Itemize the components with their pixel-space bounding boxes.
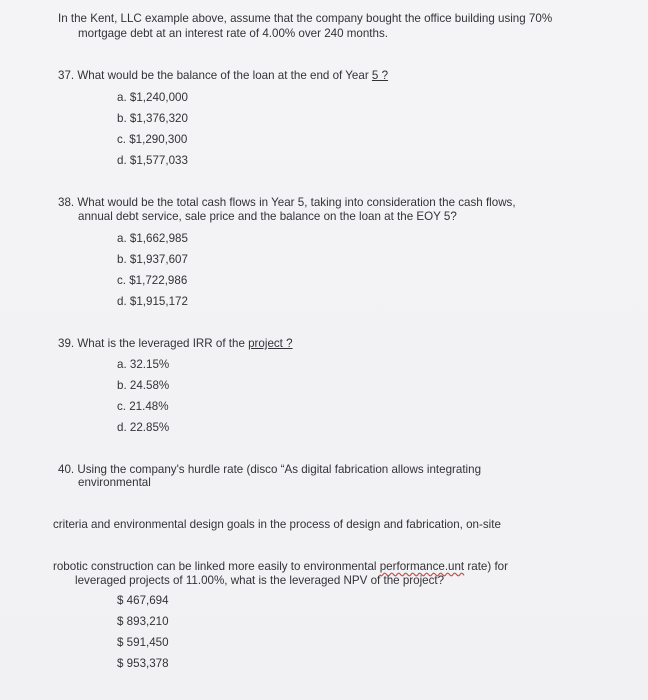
question-37: [58, 69, 388, 83]
q38-option-b: b. $1,937,607: [117, 253, 188, 266]
intro-line-2: mortgage debt at an interest rate of 4.00% over 240 months.: [78, 27, 388, 40]
q38-option-c: c. $1,722,986: [117, 274, 188, 287]
q39-option-c: c. 21.48%: [117, 400, 169, 413]
question-38-line-1: 38. What would be the total cash flows in Year 5, taking into consideration the cash flows,: [58, 196, 516, 209]
question-40-line-last: leveraged projects of 11.00%, what is the leveraged NPV of the project?: [75, 574, 445, 587]
q37-option-a: a. $1,240,000: [117, 91, 188, 104]
para3-suffix: rate) for: [464, 560, 508, 573]
question-38-line-2: annual debt service, sale price and the balance on the loan at the EOY 5?: [78, 210, 457, 223]
q38-option-d: d. $1,915,172: [117, 295, 188, 308]
q37-option-c: c. $1,290,300: [117, 133, 188, 146]
q39-option-d: d. 22.85%: [117, 421, 170, 434]
question-39: [58, 337, 293, 351]
question-37-text: 37. What would be the balance of the loan at the end of Year: [58, 69, 372, 82]
question-40-line-1: 40. Using the company's hurdle rate (disco “As digital fabrication allows integrating: [58, 463, 482, 476]
question-39-link[interactable]: project ?: [248, 337, 293, 350]
question-39-text: 39. What is the leveraged IRR of the: [58, 337, 249, 350]
q40-option-c: $ 591,450: [117, 636, 169, 649]
question-40-paragraph-3: [53, 560, 508, 574]
q39-option-a: a. 32.15%: [117, 358, 170, 371]
intro-line-1: In the Kent, LLC example above, assume that the company bought the office building using 70%: [58, 12, 553, 25]
question-37-link[interactable]: 5 ?: [371, 69, 389, 82]
q39-option-b: b. 24.58%: [117, 379, 170, 392]
q38-option-a: a. $1,662,985: [117, 232, 188, 245]
q37-option-b: b. $1,376,320: [117, 112, 188, 125]
q37-option-d: d. $1,577,033: [117, 154, 188, 167]
para3-misspelled-word: performance.unt: [379, 560, 465, 573]
question-40-line-2: environmental: [78, 476, 151, 489]
q40-option-b: $ 893,210: [117, 615, 169, 628]
q40-option-d: $ 953,378: [117, 657, 169, 670]
para3-prefix: robotic construction can be linked more easily to environmental: [53, 560, 380, 573]
question-40-paragraph-2: criteria and environmental design goals in the process of design and fabrication, on-site: [53, 518, 501, 531]
q40-option-a: $ 467,694: [117, 594, 169, 607]
